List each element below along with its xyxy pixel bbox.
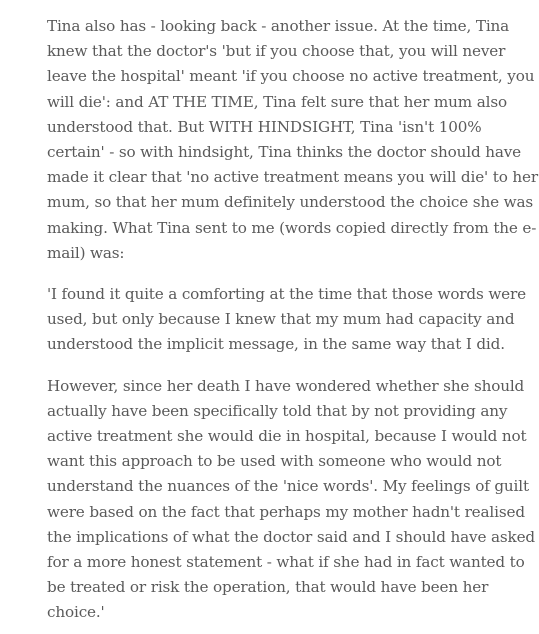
text-line: actually have been specifically told that by not providing any bbox=[47, 401, 508, 420]
text-line: certain' - so with hindsight, Tina thinks the doctor should have bbox=[47, 143, 522, 162]
text-line: choice.' bbox=[47, 603, 105, 622]
text-line: used, but only because I knew that my mum had capacity and bbox=[47, 310, 515, 329]
text-line: active treatment she would die in hospital, because I would not bbox=[47, 427, 527, 446]
article-body bbox=[47, 14, 538, 626]
paragraph-quote-end bbox=[47, 374, 535, 626]
text-line: knew that the doctor's 'but if you choose that, you will never bbox=[47, 42, 506, 61]
text-line: mail) was: bbox=[47, 243, 125, 262]
text-line: want this approach to be used with someone who would not bbox=[47, 452, 502, 471]
text-line: the implications of what the doctor said and I should have asked bbox=[47, 527, 535, 546]
text-line: be treated or risk the operation, that would have been her bbox=[47, 578, 489, 597]
text-line: understood the implicit message, in the same way that I did. bbox=[47, 335, 505, 354]
text-line: However, since her death I have wondered whether she should bbox=[47, 376, 525, 395]
paragraph-intro bbox=[47, 14, 538, 266]
text-line: understood that. But WITH HINDSIGHT, Tina 'isn't 100% bbox=[47, 117, 482, 136]
text-line: Tina also has - looking back - another issue. At the time, Tina bbox=[47, 17, 510, 35]
text-line: making. What Tina sent to me (words copied directly from the e- bbox=[47, 218, 537, 237]
paragraph-quote-start bbox=[47, 282, 527, 358]
text-line: understand the nuances of the 'nice words'. My feelings of guilt bbox=[47, 477, 529, 496]
text-line: leave the hospital' meant 'if you choose no active treatment, you bbox=[47, 67, 535, 86]
text-line: 'I found it quite a comforting at the time that those words were bbox=[47, 285, 526, 304]
text-line: mum, so that her mum definitely understood the choice she was bbox=[47, 193, 533, 212]
text-line: were based on the fact that perhaps my mother hadn't realised bbox=[47, 502, 525, 521]
text-line: made it clear that 'no active treatment means you will die' to her bbox=[47, 168, 538, 187]
text-line: for a more honest statement - what if she had in fact wanted to bbox=[47, 553, 525, 572]
text-line: will die': and AT THE TIME, Tina felt sure that her mum also bbox=[47, 92, 507, 111]
